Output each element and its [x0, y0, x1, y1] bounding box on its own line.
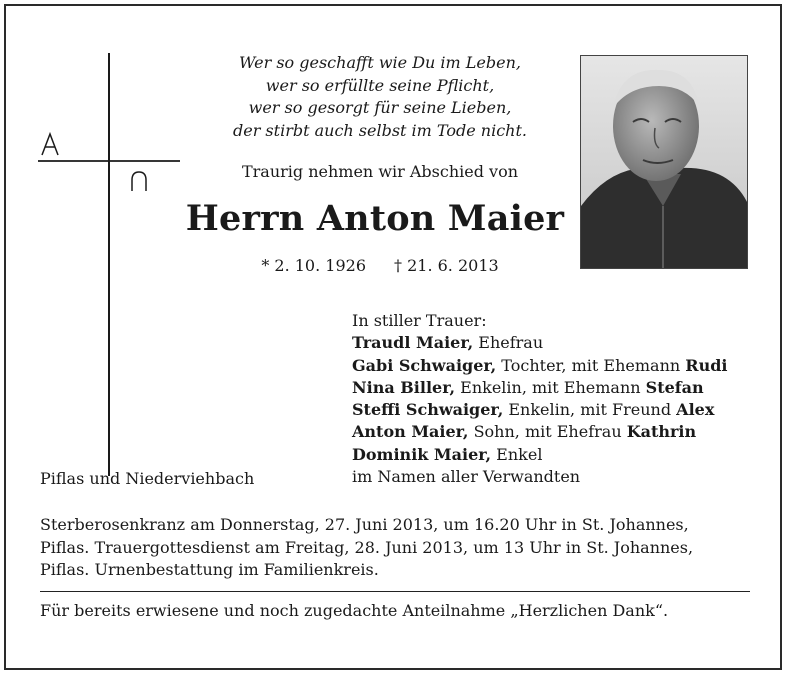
mourner-line: Gabi Schwaiger, Tochter, mit Ehemann Rudi — [352, 355, 728, 375]
place-text: Piflas und Niederviehbach — [40, 469, 255, 488]
mourner-line: Nina Biller, Enkelin, mit Ehemann Stefan — [352, 377, 704, 397]
divider — [40, 591, 750, 592]
info-line: Sterberosenkranz am Donnerstag, 27. Juni 2013, um 16.20 Uhr in St. Johannes, — [40, 515, 689, 534]
poem-line: wer so gesorgt für seine Lieben, — [248, 98, 512, 117]
cross-icon — [30, 48, 190, 478]
mourners-heading: In stiller Trauer: — [352, 311, 487, 330]
thanks-text: Für bereits erwiesene und noch zugedachte Anteilnahme „Herzlichen Dank“. — [40, 601, 669, 620]
poem-line: wer so erfüllte seine Pflicht, — [265, 75, 495, 95]
mourner-line: Anton Maier, Sohn, mit Ehefrau Kathrin — [352, 422, 697, 442]
info-line: Piflas. Trauergottesdienst am Freitag, 28. Juni 2013, um 13 Uhr in St. Johannes, — [40, 537, 694, 557]
intro-text: Traurig nehmen wir Abschied von — [241, 162, 519, 181]
portrait-image — [581, 56, 748, 269]
info-line: Piflas. Urnenbestattung im Familienkreis. — [40, 560, 379, 579]
mourner-line: Steffi Schwaiger, Enkelin, mit Freund Alex — [352, 400, 715, 420]
poem-line: Wer so geschafft wie Du im Leben, — [238, 53, 521, 72]
deceased-name: Herrn Anton Maier — [185, 198, 565, 239]
poem-line: der stirbt auch selbst im Tode nicht. — [232, 120, 527, 140]
alpha-icon — [42, 134, 58, 155]
mourner-line: Dominik Maier, Enkel — [352, 444, 543, 464]
service-info — [40, 514, 760, 582]
mourners-closing: im Namen aller Verwandten — [352, 467, 581, 487]
mourners-block — [352, 310, 727, 488]
mourner-line: Traudl Maier, Ehefrau — [352, 333, 544, 353]
omega-icon — [132, 172, 146, 191]
death-date: † 21. 6. 2013 — [394, 256, 499, 275]
birth-date: * 2. 10. 1926 — [261, 256, 366, 275]
poem — [180, 52, 580, 142]
portrait-photo — [580, 55, 748, 269]
life-dates — [180, 256, 580, 275]
